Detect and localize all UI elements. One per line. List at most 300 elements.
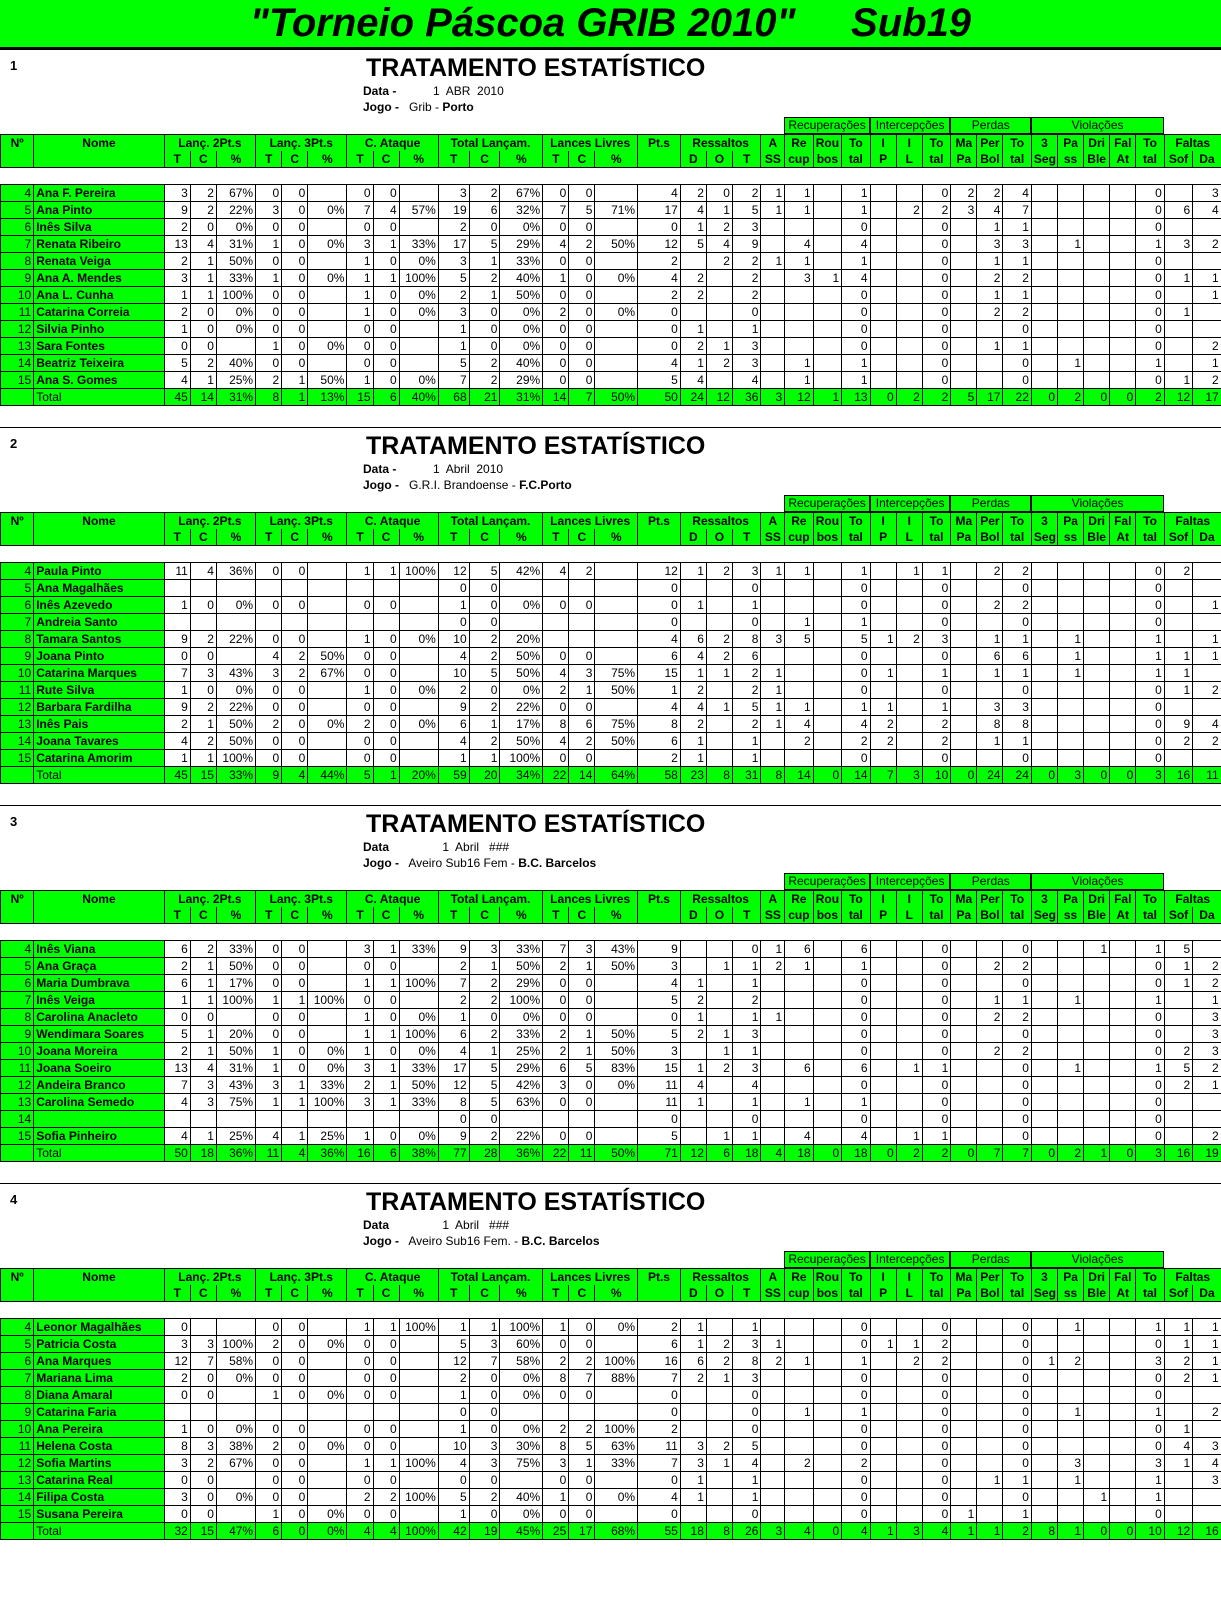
stat-cell: 0 <box>373 648 399 665</box>
stat-cell: 0 <box>282 563 308 580</box>
stat-cell <box>1193 219 1221 236</box>
stat-cell <box>1031 270 1057 287</box>
spacer-cell <box>1164 546 1192 563</box>
total-cell: 8 <box>256 389 282 406</box>
spacer-cell <box>732 546 760 563</box>
stat-cell: 75% <box>595 716 638 733</box>
stat-cell: 1 <box>1164 304 1192 321</box>
spacer-cell <box>1136 168 1164 185</box>
stat-cell: 0 <box>438 1111 469 1128</box>
stat-cell: 0 <box>1136 185 1164 202</box>
stat-cell <box>1084 648 1110 665</box>
spacer-cell <box>1164 924 1192 941</box>
stat-cell <box>813 631 841 648</box>
stat-cell: 0 <box>469 1370 500 1387</box>
column-header: Ressaltos <box>680 135 761 152</box>
stat-cell: 0 <box>922 253 950 270</box>
total-cell: 3 <box>1136 1145 1164 1162</box>
stat-cell: 100% <box>216 1336 255 1353</box>
stat-cell <box>951 1026 977 1043</box>
column-header: A <box>761 1269 785 1286</box>
stat-cell: 2 <box>977 185 1003 202</box>
stat-cell: 0 <box>282 1489 308 1506</box>
stat-cell: 4 <box>438 733 469 750</box>
stat-cell <box>1084 1455 1110 1472</box>
section-title: TRATAMENTO ESTATÍSTICO <box>366 1188 706 1216</box>
stat-cell <box>1084 1387 1110 1404</box>
stat-cell <box>813 338 841 355</box>
stat-cell: 1 <box>680 597 706 614</box>
stat-cell <box>1031 682 1057 699</box>
stat-cell <box>761 975 785 992</box>
column-subheader: Bol <box>977 151 1003 168</box>
stat-cell: 2 <box>1003 1009 1031 1026</box>
stat-cell: 0% <box>399 631 438 648</box>
player-row <box>1 648 1221 665</box>
stat-cell: 0 <box>282 716 308 733</box>
stat-cell: 3 <box>164 1489 190 1506</box>
stat-cell: 2 <box>190 1455 216 1472</box>
stat-cell <box>1058 1026 1084 1043</box>
stat-cell <box>216 1387 255 1404</box>
stat-cell: 0 <box>282 253 308 270</box>
stat-cell <box>1164 287 1192 304</box>
stat-cell: 2 <box>638 253 681 270</box>
stat-cell: 0 <box>638 1009 681 1026</box>
stat-cell: 6 <box>164 975 190 992</box>
column-subheader: C <box>469 529 500 546</box>
column-header: Lances Livres <box>543 891 638 908</box>
stat-cell <box>761 270 785 287</box>
column-header: Ressaltos <box>680 513 761 530</box>
stat-cell <box>896 1094 922 1111</box>
stat-cell: 8 <box>732 1353 760 1370</box>
stat-cell <box>1084 270 1110 287</box>
stat-cell: 3 <box>569 941 595 958</box>
stat-cell: 3 <box>1193 1472 1221 1489</box>
stat-cell: 0 <box>922 1094 950 1111</box>
stat-cell <box>870 1060 896 1077</box>
stat-cell: 1 <box>469 253 500 270</box>
stat-cell: 75% <box>216 1094 255 1111</box>
spacer-cell <box>1003 924 1031 941</box>
stat-cell: 7 <box>638 1370 681 1387</box>
stat-cell: 1 <box>1136 941 1164 958</box>
stat-cell: 0 <box>842 287 870 304</box>
stat-cell: 6 <box>543 1060 569 1077</box>
player-name: Joana Tavares <box>34 733 165 750</box>
stat-cell <box>870 1438 896 1455</box>
stat-cell: 63% <box>595 1438 638 1455</box>
stat-cell <box>761 338 785 355</box>
stat-cell: 2 <box>896 1353 922 1370</box>
stat-cell <box>870 1489 896 1506</box>
stat-cell: 8 <box>732 631 760 648</box>
stat-cell <box>216 580 255 597</box>
stat-cell: 4 <box>164 1128 190 1145</box>
stat-cell <box>896 1111 922 1128</box>
stat-cell <box>896 1026 922 1043</box>
stat-cell <box>1031 185 1057 202</box>
stat-cell <box>706 372 732 389</box>
total-cell: 0 <box>1110 1145 1136 1162</box>
total-cell: 18 <box>680 1523 706 1540</box>
stat-cell <box>870 1319 896 1336</box>
stat-cell <box>308 304 347 321</box>
stat-cell: 0 <box>256 304 282 321</box>
stat-cell: 2 <box>1003 1043 1031 1060</box>
column-subheader <box>1 907 34 924</box>
total-cell: 0 <box>1031 767 1057 784</box>
column-subheader: T <box>347 907 373 924</box>
spacer-cell <box>1058 924 1084 941</box>
stat-cell: 1 <box>842 699 870 716</box>
spacer-cell <box>347 924 373 941</box>
stat-cell: 3 <box>438 304 469 321</box>
stat-cell: 0 <box>190 597 216 614</box>
spacer-cell <box>922 546 950 563</box>
stat-cell: 2 <box>164 958 190 975</box>
player-row <box>1 941 1221 958</box>
column-subheader: T <box>164 529 190 546</box>
stat-cell: 2 <box>680 1026 706 1043</box>
stat-cell: 0% <box>308 338 347 355</box>
stat-cell <box>870 1387 896 1404</box>
stat-cell: 2 <box>922 1336 950 1353</box>
column-subheader: % <box>216 529 255 546</box>
player-number: 9 <box>1 1026 34 1043</box>
stat-cell: 0 <box>373 716 399 733</box>
stat-cell <box>1110 321 1136 338</box>
total-cell: 55 <box>638 1523 681 1540</box>
stat-cell: 2 <box>469 355 500 372</box>
stat-cell: 12 <box>438 1353 469 1370</box>
stat-cell <box>680 614 706 631</box>
stat-cell: 2 <box>706 1353 732 1370</box>
stat-cell: 0 <box>1136 270 1164 287</box>
stat-cell <box>761 1319 785 1336</box>
stat-cell: 3 <box>1193 1026 1221 1043</box>
stat-cell: 7 <box>543 941 569 958</box>
stat-cell <box>373 614 399 631</box>
column-subheader: % <box>216 907 255 924</box>
stat-cell: 1 <box>842 1353 870 1370</box>
stat-cell <box>399 1404 438 1421</box>
total-cell: 45 <box>164 389 190 406</box>
stat-cell: 0 <box>1136 287 1164 304</box>
stat-cell: 1 <box>347 304 373 321</box>
stat-cell: 1 <box>1193 648 1221 665</box>
column-subheader: C <box>282 1285 308 1302</box>
stat-cell: 50% <box>216 1043 255 1060</box>
stat-cell <box>680 1421 706 1438</box>
stat-cell <box>870 355 896 372</box>
spacer-cell <box>399 546 438 563</box>
spacer-cell <box>543 1302 569 1319</box>
stat-cell <box>785 750 813 767</box>
stat-cell <box>1110 1472 1136 1489</box>
stat-cell: 0 <box>164 1506 190 1523</box>
stat-cell: 7 <box>469 1353 500 1370</box>
total-cell: 14 <box>569 767 595 784</box>
stat-cell: 0 <box>373 1128 399 1145</box>
column-header: Ma <box>951 1269 977 1286</box>
stat-cell <box>1058 185 1084 202</box>
stat-cell: 0 <box>842 1336 870 1353</box>
spacer-cell <box>1084 546 1110 563</box>
stat-cell <box>595 219 638 236</box>
stat-cell: 0 <box>256 563 282 580</box>
stat-cell: 3 <box>438 253 469 270</box>
column-subheader: Da <box>1193 529 1221 546</box>
stat-cell <box>706 1404 732 1421</box>
column-subheader: tal <box>1003 151 1031 168</box>
stat-cell: 2 <box>842 1455 870 1472</box>
column-header: Re <box>785 135 813 152</box>
stat-cell <box>951 631 977 648</box>
stat-cell: 4 <box>732 1077 760 1094</box>
stat-cell <box>1110 304 1136 321</box>
total-cell: 71 <box>638 1145 681 1162</box>
stat-cell: 0 <box>543 219 569 236</box>
total-cell: 0 <box>1084 1523 1110 1540</box>
total-cell: 2 <box>896 1145 922 1162</box>
stats-section <box>0 49 1221 427</box>
player-number: 11 <box>1 1438 34 1455</box>
spacer-cell <box>595 168 638 185</box>
stat-cell <box>1084 975 1110 992</box>
stat-cell: 2 <box>977 304 1003 321</box>
stat-cell: 5 <box>469 1060 500 1077</box>
stat-cell <box>308 682 347 699</box>
total-cell: 58 <box>638 767 681 784</box>
column-header: A <box>761 513 785 530</box>
stat-cell: 6 <box>785 941 813 958</box>
stat-cell: 2 <box>761 958 785 975</box>
stat-cell <box>785 1336 813 1353</box>
stat-cell: 0 <box>373 682 399 699</box>
stat-cell <box>761 1094 785 1111</box>
column-subheader: C <box>569 529 595 546</box>
column-subheader: P <box>870 151 896 168</box>
stat-cell: 0 <box>347 665 373 682</box>
stat-cell <box>870 1455 896 1472</box>
stat-cell <box>1164 992 1192 1009</box>
stat-cell <box>1084 185 1110 202</box>
stat-cell <box>813 750 841 767</box>
player-number: 7 <box>1 1370 34 1387</box>
stat-cell <box>399 219 438 236</box>
stat-cell <box>706 597 732 614</box>
player-row <box>1 750 1221 767</box>
stat-cell <box>977 321 1003 338</box>
stat-cell <box>399 750 438 767</box>
stat-cell <box>1084 219 1110 236</box>
stat-cell: 0 <box>543 597 569 614</box>
column-subheader: L <box>896 529 922 546</box>
stat-cell: 3 <box>761 631 785 648</box>
stat-cell: 2 <box>896 202 922 219</box>
column-subheader: T <box>164 1285 190 1302</box>
stat-cell <box>595 1387 638 1404</box>
stat-cell: 0 <box>373 1336 399 1353</box>
stat-cell: 2 <box>1193 975 1221 992</box>
total-cell: 40% <box>399 389 438 406</box>
column-header: Ma <box>951 891 977 908</box>
stat-cell <box>347 1111 373 1128</box>
player-number: 10 <box>1 1421 34 1438</box>
stat-cell: 5 <box>164 355 190 372</box>
stat-cell: 15 <box>638 1060 681 1077</box>
stat-cell: 8 <box>164 1438 190 1455</box>
stat-cell <box>595 614 638 631</box>
stat-cell <box>1058 1506 1084 1523</box>
stat-cell <box>896 1009 922 1026</box>
spacer-row <box>1 546 1221 563</box>
stat-cell: 0 <box>638 597 681 614</box>
stat-cell: 3 <box>951 202 977 219</box>
total-cell: 36% <box>308 1145 347 1162</box>
stat-cell: 0 <box>373 1009 399 1026</box>
stat-cell <box>1031 1438 1057 1455</box>
stat-cell <box>1031 1060 1057 1077</box>
date-label: Data - <box>363 462 397 476</box>
spacer-cell <box>1084 924 1110 941</box>
total-cell: 50% <box>595 389 638 406</box>
total-cell: 28 <box>469 1145 500 1162</box>
stat-cell: 4 <box>680 202 706 219</box>
stat-cell <box>951 304 977 321</box>
stat-cell: 2 <box>469 992 500 1009</box>
stat-cell: 0 <box>469 1472 500 1489</box>
stat-cell: 9 <box>1164 716 1192 733</box>
stat-cell <box>308 699 347 716</box>
column-subheader: D <box>680 529 706 546</box>
stat-cell <box>308 580 347 597</box>
stat-cell: 0 <box>282 975 308 992</box>
column-subheader: T <box>164 151 190 168</box>
stat-cell: 0 <box>1136 1077 1164 1094</box>
stat-cell: 0 <box>1003 1370 1031 1387</box>
stat-cell: 0 <box>282 270 308 287</box>
spacer-cell <box>164 1302 190 1319</box>
player-name: Patricia Costa <box>34 1336 165 1353</box>
stat-cell <box>896 236 922 253</box>
player-name: Filipa Costa <box>34 1489 165 1506</box>
player-row <box>1 1336 1221 1353</box>
stat-cell <box>896 1387 922 1404</box>
stat-cell: 10 <box>438 1438 469 1455</box>
stat-cell: 0 <box>347 338 373 355</box>
stat-cell: 0 <box>842 1319 870 1336</box>
column-header: To <box>842 135 870 152</box>
stat-cell: 0 <box>543 648 569 665</box>
column-header: To <box>922 1269 950 1286</box>
stat-cell: 2 <box>543 1043 569 1060</box>
stat-cell: 0 <box>1136 733 1164 750</box>
total-cell: 3 <box>1136 767 1164 784</box>
stat-cell: 33% <box>216 270 255 287</box>
player-row <box>1 699 1221 716</box>
stat-cell: 0 <box>256 1353 282 1370</box>
column-subheader: Ble <box>1084 529 1110 546</box>
stat-cell: 0 <box>282 958 308 975</box>
stat-cell <box>1164 1094 1192 1111</box>
stat-cell <box>308 958 347 975</box>
stat-cell <box>1031 321 1057 338</box>
stat-cell: 0% <box>216 597 255 614</box>
player-number: 14 <box>1 355 34 372</box>
column-header: Ma <box>951 135 977 152</box>
stat-cell: 4 <box>1193 1455 1221 1472</box>
stat-cell: 0 <box>569 750 595 767</box>
column-header: Per <box>977 891 1003 908</box>
column-header: To <box>1136 513 1164 530</box>
stat-cell: 0 <box>543 750 569 767</box>
stat-cell <box>870 1077 896 1094</box>
stat-cell: 0 <box>569 355 595 372</box>
stat-cell: 1 <box>680 355 706 372</box>
spacer-cell <box>256 546 282 563</box>
stat-cell: 1 <box>785 253 813 270</box>
stat-cell: 0 <box>347 1472 373 1489</box>
stat-cell: 0 <box>282 1043 308 1060</box>
column-subheader: T <box>732 1285 760 1302</box>
column-subheader: % <box>399 529 438 546</box>
stat-cell: 33% <box>500 253 543 270</box>
stat-cell: 0 <box>1136 597 1164 614</box>
stat-cell <box>1164 1111 1192 1128</box>
stat-cell: 2 <box>373 1489 399 1506</box>
total-cell: 44% <box>308 767 347 784</box>
stat-cell: 2 <box>469 1489 500 1506</box>
stat-cell: 67% <box>216 1455 255 1472</box>
column-header: Dri <box>1084 1269 1110 1286</box>
stat-cell: 3 <box>732 338 760 355</box>
column-header: I <box>896 513 922 530</box>
stat-cell <box>1031 304 1057 321</box>
stat-cell: 2 <box>469 185 500 202</box>
stat-cell: 4 <box>732 372 760 389</box>
stat-cell <box>1110 1094 1136 1111</box>
stat-cell: 0 <box>1136 1043 1164 1060</box>
column-header: Nº <box>1 1269 34 1286</box>
stat-cell <box>1110 1060 1136 1077</box>
stat-cell: 2 <box>922 716 950 733</box>
column-subheader: ss <box>1058 907 1084 924</box>
stat-cell: 22% <box>216 699 255 716</box>
stat-cell: 33% <box>399 941 438 958</box>
stat-cell: 1 <box>164 992 190 1009</box>
stat-cell: 0 <box>1136 1506 1164 1523</box>
stat-cell: 1 <box>1136 648 1164 665</box>
stat-cell <box>308 1455 347 1472</box>
column-subheader: Da <box>1193 151 1221 168</box>
total-cell: 7 <box>569 389 595 406</box>
stat-cell: 2 <box>469 733 500 750</box>
total-cell: 12 <box>1164 389 1192 406</box>
stat-cell: 1 <box>190 253 216 270</box>
stat-cell: 6 <box>1164 202 1192 219</box>
stat-cell: 1 <box>256 1094 282 1111</box>
stat-cell <box>951 733 977 750</box>
stat-cell: 0 <box>1136 1094 1164 1111</box>
stat-cell: 1 <box>922 665 950 682</box>
stat-cell <box>1110 355 1136 372</box>
column-header: Lanç. 3Pt.s <box>256 135 347 152</box>
stat-cell: 1 <box>706 665 732 682</box>
stat-cell: 0 <box>732 580 760 597</box>
